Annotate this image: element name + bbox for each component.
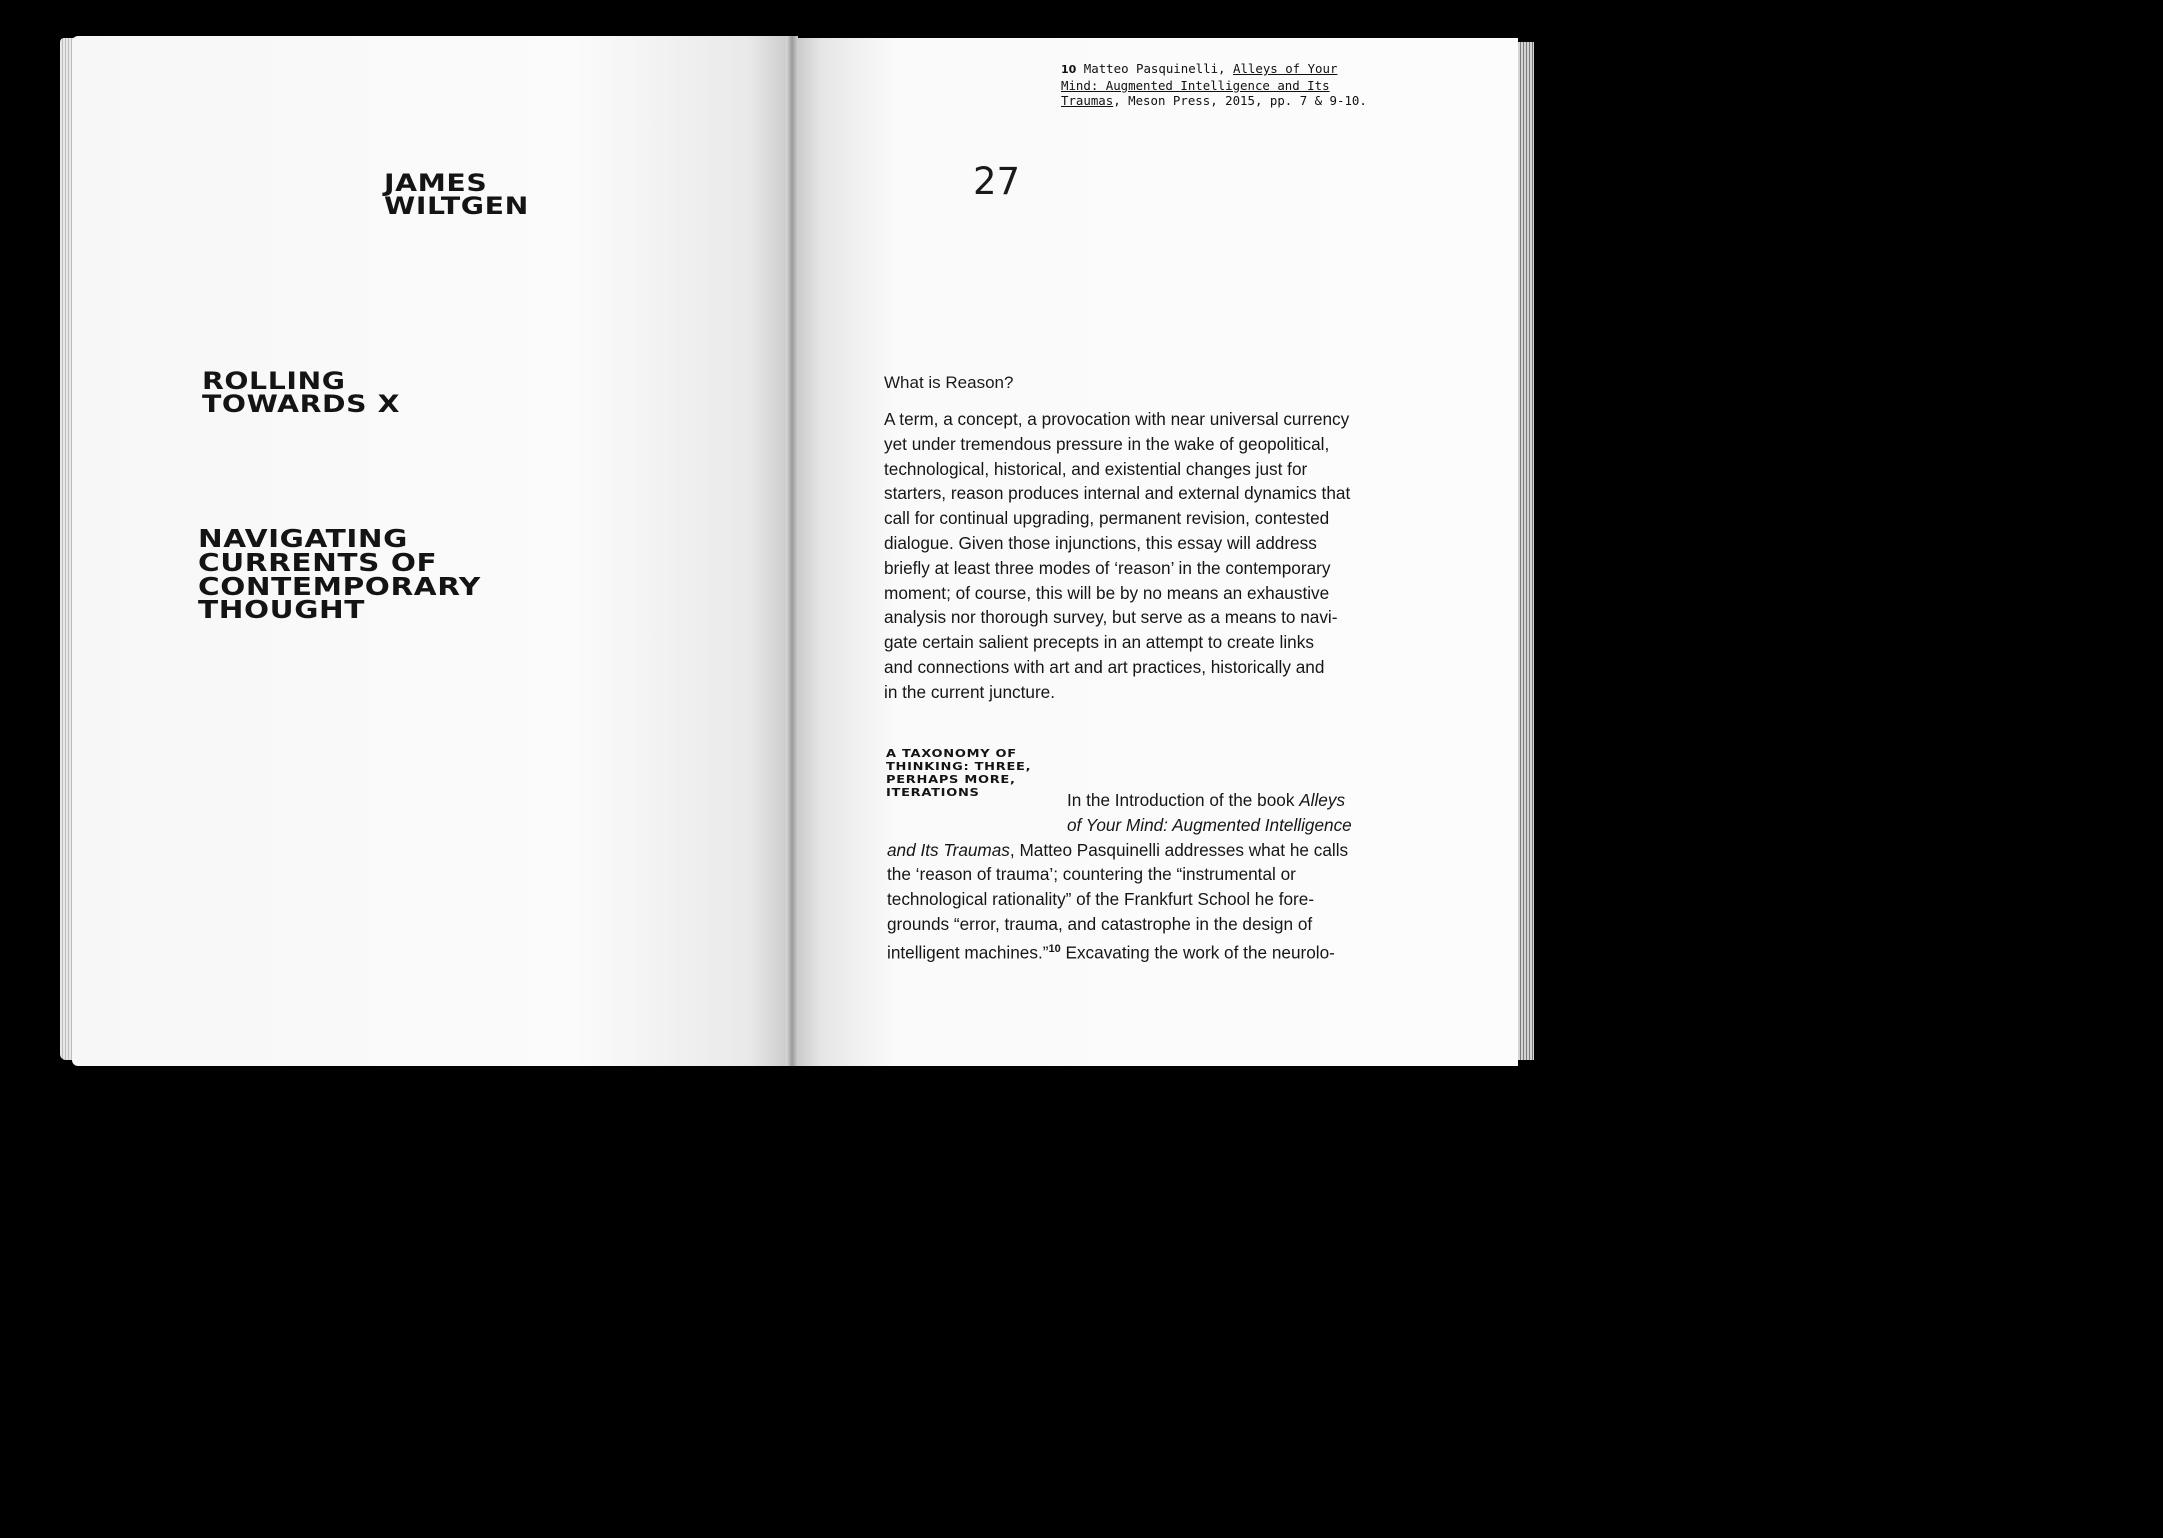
book-title-italic: and Its Traumas [887,839,1010,860]
book-gutter [786,36,798,1066]
text-line: and connections with art and art practices, historically and [884,656,1325,677]
page-number: 27 [973,160,1021,203]
text-line: grounds “error, trauma, and catastrophe in the design of [887,913,1313,934]
text-line: starters, reason produces internal and external dynamics that [884,483,1351,504]
heading-line: ITERATIONS [886,786,980,799]
author-line: WILTGEN [384,191,529,220]
subtitle-line: CONTEMPORARY [198,571,481,601]
footnote-number: 10 [1061,63,1077,76]
footnote-marker: 10 [1048,942,1061,955]
text-line: in the current juncture. [884,681,1056,702]
author-line: JAMES [384,169,488,197]
text-run: , Matteo Pasquinelli addresses what he calls [1009,839,1349,860]
heading-line: THINKING: THREE, [886,760,1032,773]
text-line: moment; of course, this will be by no means an exhaustive [884,582,1330,603]
text-line: gate certain salient precepts in an attempt to create links [884,632,1314,653]
text-line [887,937,1407,966]
subtitle-line: NAVIGATING [198,524,408,553]
footnote-book-title: Alleys of Your [1233,61,1338,76]
body-paragraph-2 [887,788,1407,965]
text-run: Excavating the work of the neurolo- [1060,942,1335,963]
footnote-book-title: Mind: Augmented Intelligence and Its [1061,77,1330,93]
footnote-author: Matteo Pasquinelli, [1083,61,1226,76]
footnote-book-title: Traumas [1061,93,1114,108]
essay-subtitle [198,524,481,625]
text-line: A term, a concept, a provocation with near universal currency [884,409,1350,429]
text-line: briefly at least three modes of ‘reason’ in the contemporary [884,557,1331,578]
body-paragraph-1 [884,407,1414,705]
book-title-italic: of Your Mind: Augmented Intelligence [1067,814,1352,835]
subtitle-line: THOUGHT [198,595,366,625]
title-line: TOWARDS X [202,389,401,418]
text-run: intelligent machines.” [887,942,1049,963]
essay-title [202,367,401,418]
book-title-italic: Alleys [1299,790,1346,810]
text-line [887,813,1407,838]
text-run: In the Introduction of the book [1067,790,1300,810]
text-line: the ‘reason of trauma’; countering the “instrumental or [887,864,1296,885]
author-name [384,169,529,220]
text-line: yet under tremendous pressure in the wake of geopolitical, [884,433,1330,454]
text-line: call for continual upgrading, permanent revision, contested [884,508,1330,529]
subtitle-line: CURRENTS OF [198,547,438,577]
text-line [887,788,1407,813]
footnote [1061,61,1421,109]
text-line: technological, historical, and existential changes just for [884,458,1308,479]
footnote-publication: , Meson Press, 2015, pp. 7 & 9-10. [1113,93,1367,108]
heading-line: A TAXONOMY OF [886,747,1017,760]
text-line: technological rationality” of the Frankfurt School he fore- [887,889,1315,910]
heading-line: PERHAPS MORE, [886,773,1016,786]
text-line [887,838,1407,863]
text-line: analysis nor thorough survey, but serve as a means to navi- [884,607,1338,628]
section-question: What is Reason? [884,373,1014,392]
text-line: dialogue. Given those injunctions, this essay will address [884,532,1317,553]
title-line: ROLLING [202,367,346,395]
